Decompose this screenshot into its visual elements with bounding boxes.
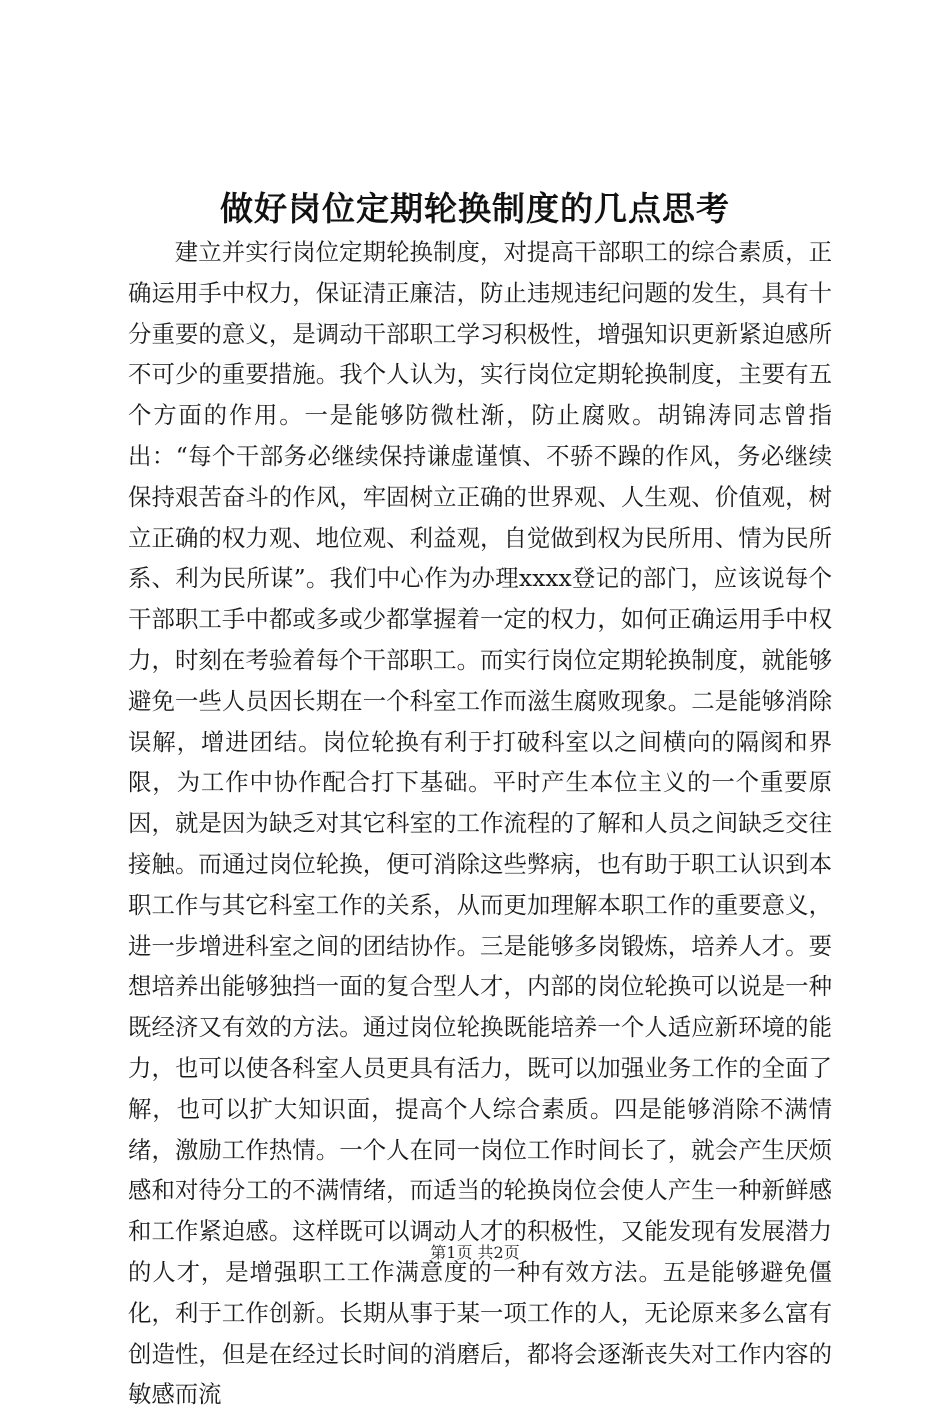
document-title: 做好岗位定期轮换制度的几点思考 xyxy=(220,189,730,228)
body-paragraph: 建立并实行岗位定期轮换制度，对提高干部职工的综合素质，正确运用手中权力，保证清正廉洁，防止违规违纪问题的发生，具有十分重要的意义，是调动干部职工学习积极性，增强知识更新紧迫感所不可少的重要措施。我个人认为，实行岗位定期轮换制度，主要有五个方面的作用。一是能够防微杜渐，防止腐败。胡锦涛同志曾指出：“每个干部务必继续保持谦虚谨慎、不骄不躁的作风，务必继续保持艰苦奋斗的作风，牢固树立正确的世界观、人生观、价值观，树立正确的权力观、地位观、利益观，自觉做到权为民所用、情为民所系、利为民所谋”。我们中心作为办理xxxx登记的部门，应该说每个干部职工手中都或多或少都掌握着一定的权力，如何正确运用手中权力，时刻在考验着每个干部职工。而实行岗位定期轮换制度，就能够避免一些人员因长期在一个科室工作而滋生腐败现象。二是能够消除误解，增进团结。岗位轮换有利于打破科室以之间横向的隔阂和界限，为工作中协作配合打下基础。平时产生本位主义的一个重要原因，就是因为缺乏对其它科室的工作流程的了解和人员之间缺乏交往接触。而通过岗位轮换，便可消除这些弊病，也有助于职工认识到本职工作与其它科室工作的关系，从而更加理解本职工作的重要意义，进一步增进科室之间的团结协作。三是能够多岗锻炼，培养人才。要想培养出能够独挡一面的复合型人才，内部的岗位轮换可以说是一种既经济又有效的方法。通过岗位轮换既能培养一个人适应新环境的能力，也可以使各科室人员更具有活力，既可以加强业务工作的全面了解，也可以扩大知识面，提高个人综合素质。四是能够消除不满情绪，激励工作热情。一个人在同一岗位工作时间长了，就会产生厌烦感和对待分工的不满情绪，而适当的轮换岗位会使人产生一种新鲜感和工作紧迫感。这样既可以调动人才的积极性，又能发现有发展潜力的人才，是增强职工工作满意度的一种有效方法。五是能够避免僵化，利于工作创新。长期从事于某一项工作的人，无论原来多么富有创造性，但是在经过长时间的消磨后，都将会逐渐丧失对工作内容的敏感而流 xyxy=(128,238,832,1409)
page-footer: 第1页 共2页 xyxy=(430,1243,520,1262)
